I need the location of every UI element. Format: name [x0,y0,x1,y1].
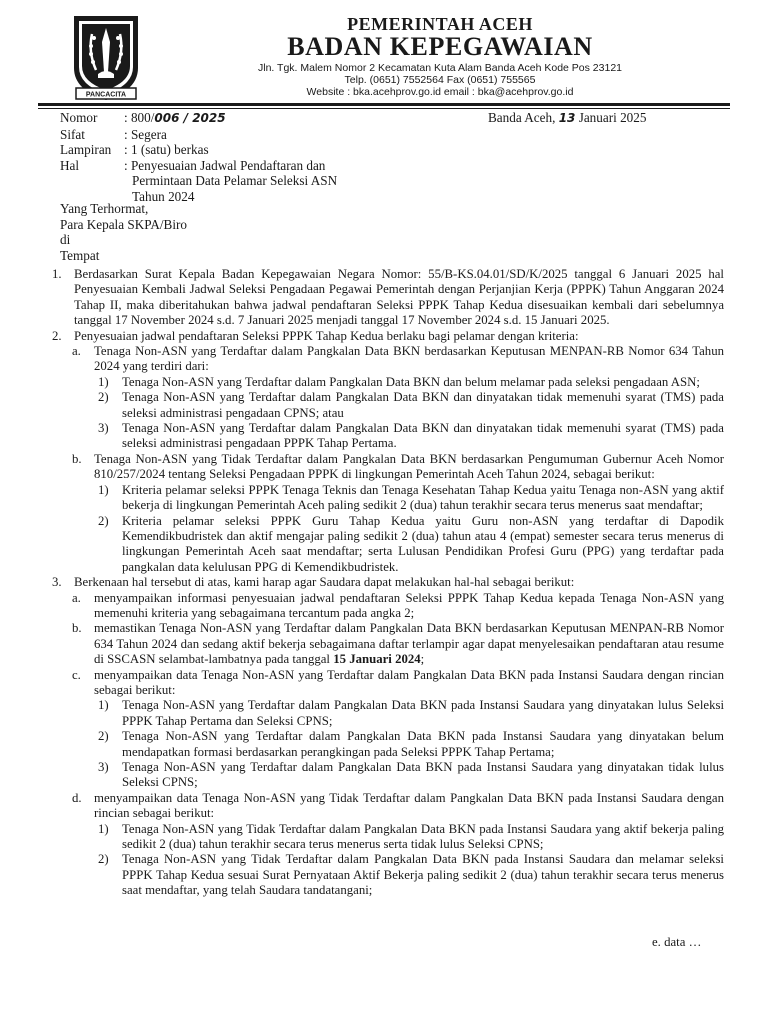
item-number: 2) [98,852,109,867]
item-3d-2 [52,852,724,898]
recipient-block [60,201,187,263]
paragraph-3 [52,575,724,590]
hal-label: Hal [60,157,80,173]
item-text: Tenaga Non-ASN yang Tidak Terdaftar dalam Pangkalan Data BKN pada Instansi Saudara dan melamar seleksi PPPK Tahap Kedua sesuai Surat Pernyataan Aktif Bekerja paling sedikit 2 (dua) tahun terakhir secara terus menerus saat mendaftar, yang telah Saudara tandatangani; [122,852,724,898]
recipient-name: Para Kepala SKPA/Biro [60,216,187,232]
item-text-main: memastikan Tenaga Non-ASN yang Terdaftar dalam Pangkalan Data BKN berdasarkan Keputusan MENPAN-RB Nomor 634 Tahun 2024 dan sedang aktif bekerja sebagaimana daftar terlampir agar dapat menyelesaikan pendaftaran atau resume di SSCASN selambat-lambatnya pada tanggal [94,621,724,667]
place: Banda Aceh, [488,110,556,125]
lampiran-label: Lampiran [60,142,112,157]
item-2b-1 [52,483,724,514]
item-text: Tenaga Non-ASN yang Terdaftar dalam Pangkalan Data BKN pada Instansi Saudara yang dinyatakan belum mendapatkan formasi berdasarkan perangkingan pada Seleksi PPPK Tahap Pertama; [122,729,724,759]
letter-meta [60,110,424,204]
item-number: 3) [98,760,109,774]
paragraph-number: 1. [52,267,62,281]
paragraph-1 [52,267,724,329]
nomor-prefix: : 800/ [124,110,155,125]
item-text: Tenaga Non-ASN yang Terdaftar dalam Pangkalan Data BKN dan dinyatakan tidak memenuhi syarat (TMS) pada seleksi administrasi pengadaan PPPK Tahap Pertama. [122,421,724,451]
sifat-label: Sifat [60,126,85,142]
paragraph-text: Penyesuaian jadwal pendaftaran Seleksi PPPK Tahap Kedua berlaku bagi pelamar dengan kriteria: [74,328,579,343]
item-text: Tenaga Non-ASN yang Terdaftar dalam Pangkalan Data BKN berdasarkan Keputusan MENPAN-RB Nomor 634 Tahun 2024 yang terdiri dari: [94,344,724,374]
item-letter: c. [72,667,81,682]
item-letter: a. [72,590,81,605]
item-2a [52,344,724,375]
item-number: 3) [98,421,109,436]
item-text: Tenaga Non-ASN yang Terdaftar dalam Pangkalan Data BKN dan belum melamar pada seleksi pengadaan ASN; [122,374,700,389]
item-number: 1) [98,698,109,713]
item-2b [52,452,724,483]
hal-line-1: : Penyesuaian Jadwal Pendaftaran dan [124,157,326,173]
deadline-date: 15 Januari 2024 [333,652,421,667]
item-3d-1 [52,822,724,853]
item-2a-2 [52,390,724,421]
recipient-place: Tempat [60,247,100,263]
meta-sifat [60,127,424,143]
letterhead-rule-thin [38,108,730,109]
item-text: menyampaikan data Tenaga Non-ASN yang Tidak Terdaftar dalam Pangkalan Data BKN pada Instansi Saudara dengan rincian sebagai berikut: [94,790,724,821]
paragraph-2 [52,329,724,344]
item-text: Kriteria pelamar seleksi PPPK Guru Tahap Kedua yaitu Guru non-ASN yang terdaftar di Dapodik Kemendikbudristek dan aktif mengajar paling sedikit 2 (dua) tahun atau 4 (empat) semester secara terus menerus di lingkungan Pemerintah Aceh saat mendaftar; serta Lulusan Pendidikan Profesi Guru (PPG) yang terdaftar pada pangkalan data kelulusan PPG di Kemendikbudristek. [122,513,724,574]
hal-line-2: Permintaan Data Pelamar Seleksi ASN [132,173,338,188]
item-number: 1) [98,482,109,497]
date-rest: Januari 2025 [578,110,647,125]
item-number: 1) [98,821,109,836]
recipient-salutation: Yang Terhormat, [60,201,149,216]
agency-name: BADAN KEPEGAWAIAN [287,32,593,61]
item-letter: b. [72,621,82,636]
item-number: 2) [98,390,109,405]
item-2b-2 [52,514,724,576]
item-3c-3 [52,760,724,791]
item-letter: d. [72,790,82,805]
pancacita-logo [70,12,142,102]
meta-hal [60,158,424,205]
nomor-handwritten: 006 / 2025 [154,111,226,125]
item-number: 2) [98,729,109,744]
item-3a [52,591,724,622]
item-3c-2 [52,729,724,760]
meta-nomor [60,110,424,127]
meta-lampiran [60,142,424,158]
government-name: PEMERINTAH ACEH [347,14,533,34]
item-text: Tenaga Non-ASN yang Terdaftar dalam Pangkalan Data BKN dan dinyatakan tidak memenuhi syarat (TMS) pada seleksi administrasi pengadaan CPNS; atau [122,390,724,420]
item-text: Tenaga Non-ASN yang Terdaftar dalam Pangkalan Data BKN pada Instansi Saudara yang dinyatakan tidak lulus Seleksi CPNS; [122,760,724,790]
item-letter: a. [72,344,81,359]
item-text [94,621,724,667]
item-letter: b. [72,451,82,466]
nomor-value [124,110,424,127]
svg-text:PANCACITA: PANCACITA [85,91,127,99]
item-text: menyampaikan informasi penyesuaian jadwal pendaftaran Seleksi PPPK Tahap Kedua kepada Tenaga Non-ASN yang memenuhi kriteria yang sebagaimana tercantum pada angka 2; [94,590,724,620]
item-2a-1 [52,375,724,390]
paragraph-number: 3. [52,575,62,590]
letter-body [52,267,724,899]
sifat-value: : Segera [124,126,167,142]
item-text: Kriteria pelamar seleksi PPPK Tenaga Teknis dan Tenaga Kesehatan Tahap Kedua yaitu Tenaga non-ASN yang aktif bekerja di lingkungan Pemerintah Aceh paling sedikit 2 (dua) tahun terakhir secara terus menerus saat mendaftar; [122,482,724,513]
item-3d [52,791,724,822]
paragraph-text: Berdasarkan Surat Kepala Badan Kepegawaian Negara Nomor: 55/B-KS.04.01/SD/K/2025 tanggal 6 Januari 2025 hal Penyesuaian Kembali Jadwal Seleksi Pengadaan Pegawai Pemerintah dengan Perjanjian Kerja (PPPK) Tahun Anggaran 2024 Tahap II, maka diberitahukan bahwa jadwal pendaftaran Seleksi PPPK Tahap Kedua disesuaikan kembali dari sebelumnya tanggal 17 November 2024 s.d. 7 Januari 2025 menjadi tanggal 17 November 2024 s.d. 15 Januari 2025. [74,267,724,328]
agency-address: Jln. Tgk. Malem Nomor 2 Kecamatan Kuta Alam Banda Aceh Kode Pos 23121 [257,62,622,74]
item-number: 1) [98,374,109,389]
item-3c-1 [52,698,724,729]
date-handwritten: 13 [558,111,576,125]
recipient-di: di [60,232,71,248]
agency-phone: Telp. (0651) 7552564 Fax (0651) 755565 [344,74,536,86]
paragraph-number: 2. [52,328,62,343]
item-text: Tenaga Non-ASN yang Terdaftar dalam Pangkalan Data BKN pada Instansi Saudara yang dinyatakan lulus Seleksi PPPK Tahap Pertama dan Seleksi CPNS; [122,698,724,728]
hal-value [124,158,424,205]
item-3c [52,668,724,699]
hal-line-3: Tahun 2024 [132,188,195,204]
item-text: Tenaga Non-ASN yang Tidak Terdaftar dalam Pangkalan Data BKN pada Instansi Saudara yang aktif bekerja paling sedikit 2 (dua) tahun terakhir secara terus menerus serta tidak lulus Seleksi CPNS; [122,821,724,852]
place-date [488,110,646,126]
continued-marker: e. data … [652,935,702,949]
paragraph-text: Berkenaan hal tersebut di atas, kami harap agar Saudara dapat melakukan hal-hal sebagai berikut: [74,575,575,590]
item-2a-3 [52,421,724,452]
item-number: 2) [98,513,109,528]
nomor-label: Nomor [60,110,98,125]
letterhead-rule-thick [38,103,730,106]
agency-web: Website : bka.acehprov.go.id email : bka@acehprov.go.id [306,86,574,98]
item-text: menyampaikan data Tenaga Non-ASN yang Terdaftar dalam Pangkalan Data BKN pada Instansi Saudara dengan rincian sebagai berikut: [94,667,724,697]
item-3b [52,621,724,667]
lampiran-value: : 1 (satu) berkas [124,142,209,157]
item-text-end: ; [420,652,425,667]
item-text: Tenaga Non-ASN yang Tidak Terdaftar dalam Pangkalan Data BKN berdasarkan Pengumuman Gubernur Aceh Nomor 810/257/2024 tentang Seleksi Pengadaan PPPK di lingkungan Pemerintah Aceh Tahun 2024, sebagai berikut: [94,451,724,482]
